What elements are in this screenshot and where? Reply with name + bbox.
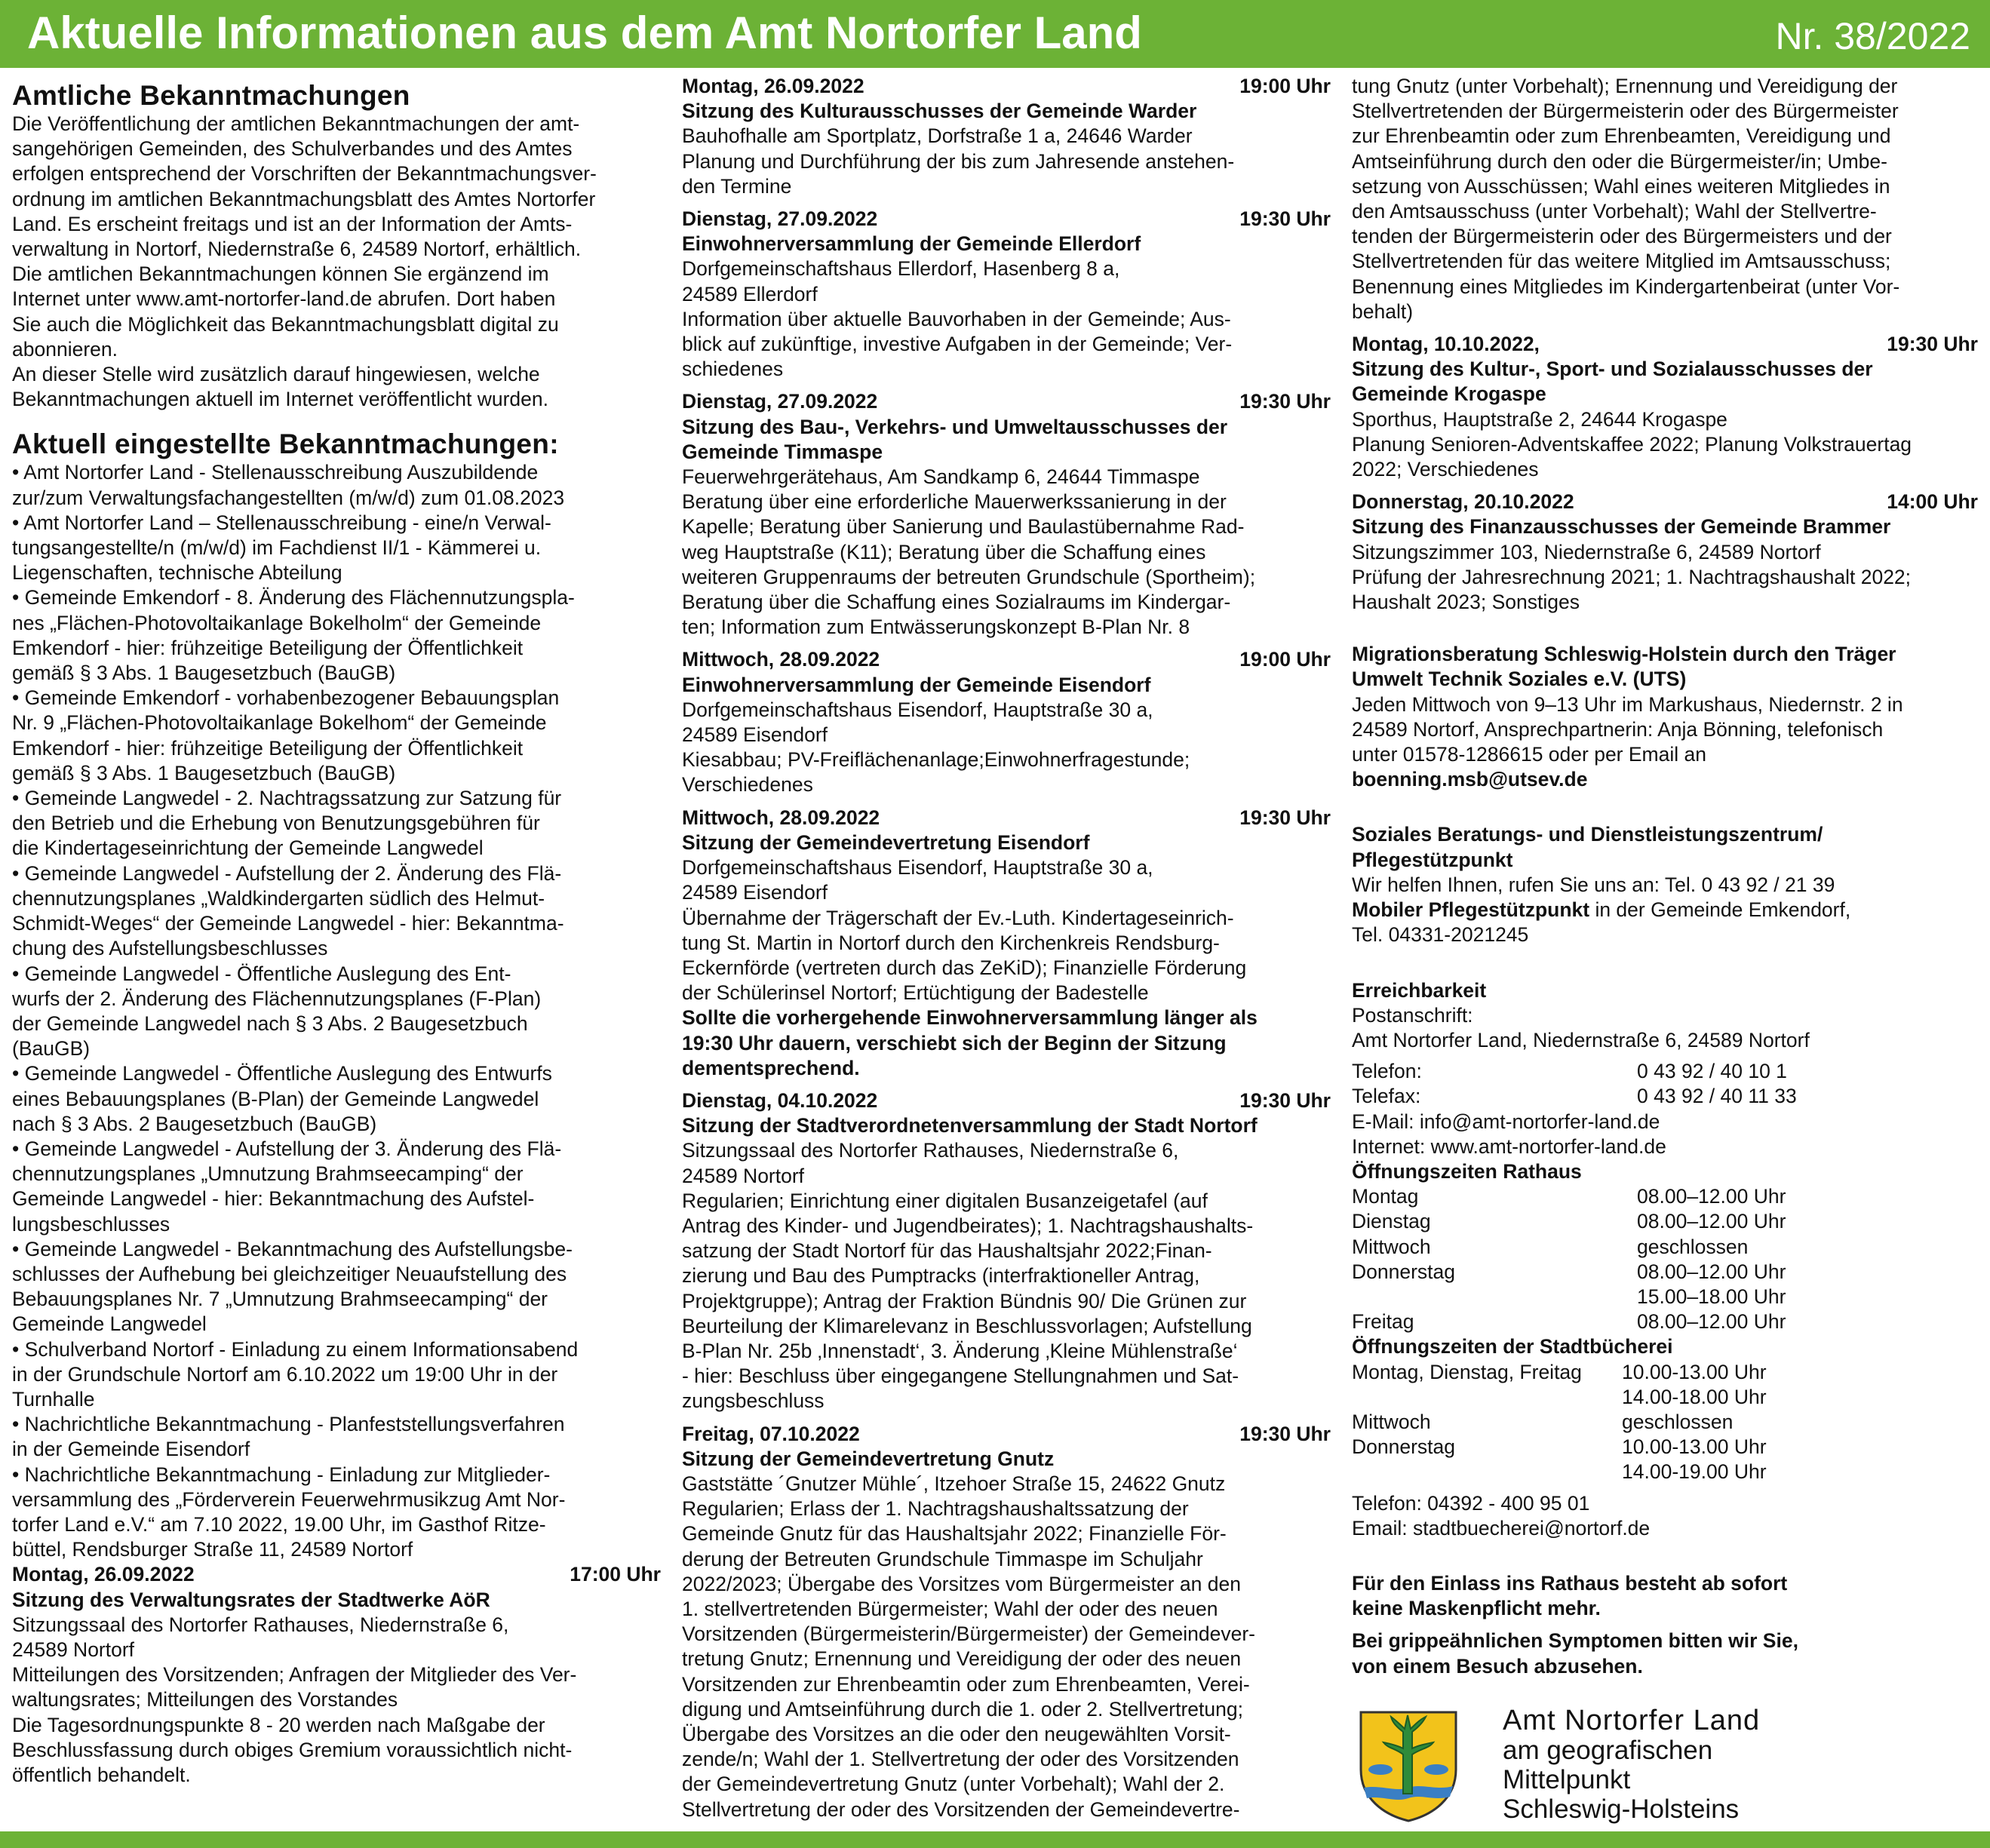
event-block <box>1352 332 1978 482</box>
soziales-title-line: Soziales Beratungs- und Dienstleistungszentrum/ <box>1352 823 1823 846</box>
event-line: 24589 Ellerdorf <box>682 282 818 305</box>
event-time: 19:30 Uhr <box>1239 1422 1331 1445</box>
event-line: der Schülerinsel Nortorf; Ertüchtigung der Badestelle <box>682 981 1149 1005</box>
event-line: Sporthus, Hauptstraße 2, 24644 Krogaspe <box>1352 407 1727 431</box>
event-line: tung St. Martin in Nortorf durch den Kirchenkreis Rendsburg- <box>682 931 1220 954</box>
rathaus-hours-title: Öffnungszeiten Rathaus <box>1352 1159 1582 1183</box>
event-line: blick auf zukünftige, investive Aufgaben in der Gemeinde; Ver- <box>682 333 1233 356</box>
event-line: Vorsitzenden (Bürgermeisterin/Bürgermeister) der Gemeindever- <box>682 1622 1255 1646</box>
event-line: schiedenes <box>682 358 784 381</box>
event-note: Sollte die vorhergehende Einwohnerversammlung länger als <box>682 1006 1258 1030</box>
soziales-line: Wir helfen Ihnen, rufen Sie uns an: Tel. 0 43 92 / 21 39 <box>1352 873 1835 896</box>
list-item <box>12 1137 661 1237</box>
list-item-line: • Gemeinde Langwedel - Öffentliche Auslegung des Ent- <box>12 962 511 985</box>
event-line: Projektgruppe); Antrag der Fraktion Bündnis 90/ Die Grünen zur <box>682 1289 1247 1312</box>
text-line: Internet unter www.amt-nortorfer-land.de abrufen. Dort haben <box>12 287 556 311</box>
text-line: erfolgen entsprechend der Vorschriften der Bekanntmachungsver- <box>12 162 597 186</box>
buecherei-tel: Telefon: 04392 - 400 95 01 <box>1352 1491 1590 1515</box>
event-block <box>1352 490 1978 615</box>
event-line: Eckernförde (vertreten durch das ZeKiD); Finanzielle Förderung <box>682 956 1247 979</box>
event-line: Beratung über die Schaffung eines Sozialraums im Kindergar- <box>682 591 1231 614</box>
row-label: Montag, Dienstag, Freitag <box>1352 1360 1582 1383</box>
list-item-line: • Amt Nortorfer Land - Stellenausschreibung Auszubildende <box>12 461 539 484</box>
list-item <box>12 1463 661 1563</box>
email-line[interactable]: E-Mail: info@amt-nortorfer-land.de <box>1352 1110 1660 1133</box>
event-line: Beschlussfassung durch obiges Gremium voraussichtlich nicht- <box>12 1738 573 1761</box>
list-item-line: den Betrieb und die Erhebung von Benutzungsgebühren für <box>12 812 540 835</box>
event-line: 24589 Nortorf <box>12 1638 135 1661</box>
list-item-line: Nr. 9 „Flächen-Photovoltaikanlage Bokelhom“ der Gemeinde <box>12 711 547 735</box>
list-item-line: in der Grundschule Nortorf am 6.10.2022 um 19:00 Uhr in der <box>12 1362 558 1386</box>
list-item-line: (BauGB) <box>12 1037 91 1061</box>
event-block <box>682 647 1331 797</box>
coat-of-arms-logo <box>1358 1709 1459 1822</box>
table-row <box>1352 1385 1978 1410</box>
event-date-row <box>682 74 1331 99</box>
row-label: Dienstag <box>1352 1210 1431 1233</box>
table-row <box>1352 1460 1978 1484</box>
table-row <box>1352 1360 1978 1385</box>
event-line: digung und Amtseinführung durch die 1. oder 2. Stellvertretung; <box>682 1697 1243 1721</box>
list-item <box>12 962 661 1062</box>
event-block <box>682 74 1331 199</box>
event-line: Feuerwehrgerätehaus, Am Sandkamp 6, 24644 Timmaspe <box>682 465 1200 489</box>
event-line: Gaststätte ´Gnutzer Mühle´, Itzehoer Straße 15, 24622 Gnutz <box>682 1472 1226 1495</box>
row-value: 08.00–12.00 Uhr <box>1637 1210 1786 1233</box>
text-line: abonnieren. <box>12 337 118 361</box>
table-row <box>1352 1209 1978 1234</box>
event-time: 19:00 Uhr <box>1239 75 1331 97</box>
list-item-line: nach § 3 Abs. 2 Baugesetzbuch (BauGB) <box>12 1112 377 1135</box>
event-line: tretung Gnutz; Ernennung und Vereidigung der oder des neuen <box>682 1647 1242 1671</box>
row-label <box>1352 1285 1637 1309</box>
event-line: Antrag des Kinder- und Jugendbeirates); 1. Nachtragshaushalts- <box>682 1214 1254 1237</box>
table-row <box>1352 1309 1978 1334</box>
event-line: Amtseinführung durch den oder die Bürgermeister/in; Umbe- <box>1352 149 1887 173</box>
list-item-line: • Gemeinde Langwedel - Aufstellung der 3. Änderung des Flä- <box>12 1137 562 1160</box>
event-note: dementsprechend. <box>682 1056 860 1079</box>
notice-line: Für den Einlass ins Rathaus besteht ab sofort <box>1352 1571 1788 1595</box>
event-time: 19:30 Uhr <box>1239 1088 1331 1112</box>
mask-notice <box>1352 1571 1978 1621</box>
event-line: 1. stellvertretenden Bürgermeister; Wahl der oder des neuen <box>682 1597 1218 1620</box>
list-item-line: die Kindertageseinrichtung der Gemeinde Langwedel <box>12 837 484 860</box>
list-item-line: Emkendorf - hier: frühzeitige Beteiligung der Öffentlichkeit <box>12 736 524 760</box>
event-line: derung der Betreuten Grundschule Timmaspe im Schuljahr <box>682 1547 1203 1570</box>
text-line: verwaltung in Nortorf, Niedernstraße 6, 24589 Nortorf, erhältlich. <box>12 238 582 261</box>
event-date: Mittwoch, 28.09.2022 <box>682 648 880 671</box>
event-line: Übergabe des Vorsitzes an die oder den neugewählten Vorsit- <box>682 1723 1231 1745</box>
list-item-line: chennutzungsplanes „Umnutzung Brahmseecamping“ der <box>12 1162 524 1186</box>
event-line: Übernahme der Trägerschaft der Ev.-Luth. Kindertageseinrich- <box>682 906 1234 929</box>
soziales-block <box>1352 822 1978 947</box>
row-label: Mittwoch <box>1352 1410 1431 1433</box>
event-continuation <box>1352 74 1978 324</box>
row-value: 10.00-13.00 Uhr <box>1622 1360 1767 1383</box>
row-value: 14.00-19.00 Uhr <box>1622 1460 1767 1484</box>
footer-bar <box>0 1831 1990 1848</box>
migration-title <box>1352 642 1978 692</box>
mobil-label: Mobiler Pflegestützpunkt <box>1352 898 1590 922</box>
event-time: 19:30 Uhr <box>1239 806 1331 829</box>
table-row <box>1352 1235 1978 1260</box>
erreichbarkeit-title: Erreichbarkeit <box>1352 978 1487 1002</box>
list-item-line: lungsbeschlusses <box>12 1212 170 1236</box>
event-line: Regularien; Einrichtung einer digitalen Busanzeigetafel (auf <box>682 1189 1208 1212</box>
event-line: Beurteilung der Klimarelevanz in Beschlussvorlagen; Aufstellung <box>682 1314 1252 1337</box>
event-line: Bauhofhalle am Sportplatz, Dorfstraße 1 a, 24646 Warder <box>682 124 1193 148</box>
list-item <box>12 1337 661 1413</box>
event-line: Sitzungssaal des Nortorfer Rathauses, Niedernstraße 6, <box>12 1613 509 1636</box>
list-item-line: Schmidt-Weges“ der Gemeinde Langwedel - hier: Bekanntma- <box>12 912 564 935</box>
event-line: Vorsitzenden zur Ehrenbeamtin oder zum Ehrenbeamten, Verei- <box>682 1672 1250 1696</box>
postanschrift-label: Postanschrift: <box>1352 1003 1473 1027</box>
event-line: 24589 Eisendorf <box>682 881 828 904</box>
event-line: Mitteilungen des Vorsitzenden; Anfragen der Mitglieder des Ver- <box>12 1663 577 1687</box>
migration-email[interactable]: boenning.msb@utsev.de <box>1352 768 1588 791</box>
event-time: 17:00 Uhr <box>570 1563 661 1586</box>
row-label: Montag <box>1352 1185 1419 1208</box>
list-item-line: schlusses der Aufhebung bei gleichzeitiger Neuaufstellung des <box>12 1262 567 1285</box>
event-line: den Termine <box>682 174 792 198</box>
contact-table <box>1352 1059 1978 1109</box>
list-item-line: gemäß § 3 Abs. 1 Baugesetzbuch (BauGB) <box>12 761 396 784</box>
list-item <box>12 1412 661 1462</box>
event-line: Planung Senioren-Adventskaffee 2022; Planung Volkstrauertag <box>1352 432 1912 456</box>
list-item-line: • Gemeinde Emkendorf - vorhabenbezogener Bebauungsplan <box>12 686 560 710</box>
event-date: Montag, 10.10.2022, <box>1352 333 1540 356</box>
list-item-line: • Gemeinde Emkendorf - 8. Änderung des Flächennutzungspla- <box>12 586 575 609</box>
row-label: Donnerstag <box>1352 1435 1456 1459</box>
event-date-row <box>1352 332 1978 357</box>
event-time: 19:30 Uhr <box>1239 390 1331 413</box>
list-item-line: Gemeinde Langwedel <box>12 1312 207 1336</box>
text-line: sangehörigen Gemeinden, des Schulverbandes und des Amtes <box>12 137 573 161</box>
row-value: 0 43 92 / 40 11 33 <box>1637 1085 1797 1108</box>
issue-number: Nr. 38/2022 <box>1775 15 1970 57</box>
event-line: 2022/2023; Übergabe des Vorsitzes vom Bürgermeister an den <box>682 1572 1241 1595</box>
postanschrift: Amt Nortorfer Land, Niedernstraße 6, 24589 Nortorf <box>1352 1028 1810 1051</box>
list-item <box>12 1061 661 1137</box>
event-line: zende/n; Wahl der 1. Stellvertretung der oder des Vorsitzenden <box>682 1748 1239 1771</box>
event-line: Kapelle; Beratung über Sanierung und Baulastübernahme Rad- <box>682 515 1245 539</box>
list-item-line: büttel, Rendsburger Straße 11, 24589 Nortorf <box>12 1538 413 1561</box>
list-item-line: • Gemeinde Langwedel - 2. Nachtragssatzung zur Satzung für <box>12 787 562 810</box>
list-item-line: versammlung des „Förderverein Feuerwehrmusikzug Amt Nor- <box>12 1487 566 1511</box>
list-item-line: chung des Aufstellungsbeschlusses <box>12 937 328 960</box>
migration-line: Jeden Mittwoch von 9–13 Uhr im Markushaus, Niedernstr. 2 in <box>1352 692 1903 716</box>
event-line: Kiesabbau; PV-Freiflächenanlage;Einwohnerfragestunde; <box>682 748 1190 772</box>
event-title: Sitzung der Stadtverordnetenversammlung der Stadt Nortorf <box>682 1114 1258 1137</box>
event-note: 19:30 Uhr dauern, verschiebt sich der Beginn der Sitzung <box>682 1031 1227 1054</box>
row-value: 08.00–12.00 Uhr <box>1637 1185 1786 1208</box>
table-row <box>1352 1410 1978 1435</box>
list-item <box>12 511 661 586</box>
list-item <box>12 585 661 686</box>
event-date: Dienstag, 27.09.2022 <box>682 207 878 231</box>
row-value: geschlossen <box>1622 1410 1734 1433</box>
row-value: geschlossen <box>1637 1235 1749 1258</box>
event-block <box>682 207 1331 382</box>
row-value: 15.00–18.00 Uhr <box>1637 1285 1786 1308</box>
event-line: 2022; Verschiedenes <box>1352 458 1539 481</box>
list-item-line: Gemeinde Langwedel - hier: Bekanntmachung des Aufstel- <box>12 1187 535 1211</box>
column-left <box>12 74 661 1795</box>
logo-line-2: am geografischen <box>1503 1736 1713 1765</box>
event-date-row <box>682 647 1331 672</box>
event-line: zierung und Bau des Pumptracks (interfraktioneller Antrag, <box>682 1264 1200 1288</box>
row-value: 0 43 92 / 40 10 1 <box>1637 1060 1787 1083</box>
row-label: Freitag <box>1352 1310 1414 1334</box>
list-item-line: zur/zum Verwaltungsfachangestellten (m/w/d) zum 01.08.2023 <box>12 486 565 509</box>
row-label: Mittwoch <box>1352 1235 1431 1258</box>
row-label <box>1352 1460 1622 1484</box>
event-date: Dienstag, 04.10.2022 <box>682 1088 878 1112</box>
event-block <box>12 1562 661 1788</box>
list-item-line: • Amt Nortorfer Land – Stellenausschreibung - eine/n Verwal- <box>12 511 551 534</box>
list-item-line: Bebauungsplanes Nr. 7 „Umnutzung Brahmseecamping“ der <box>12 1288 548 1311</box>
internet-line[interactable]: Internet: www.amt-nortorfer-land.de <box>1352 1134 1666 1158</box>
migration-title-line: Migrationsberatung Schleswig-Holstein durch den Träger <box>1352 643 1896 666</box>
event-line: der Gemeindevertretung Gnutz (unter Vorbehalt); Wahl der 2. <box>682 1773 1225 1796</box>
row-label: Donnerstag <box>1352 1260 1456 1283</box>
text-line: Bekanntmachungen aktuell im Internet veröffentlicht wurden. <box>12 388 549 411</box>
table-row <box>1352 1260 1978 1285</box>
list-item-line: der Gemeinde Langwedel nach § 3 Abs. 2 Baugesetzbuch <box>12 1011 528 1035</box>
event-title: Sitzung des Kulturausschusses der Gemeinde Warder <box>682 100 1197 123</box>
event-line: Dorfgemeinschaftshaus Eisendorf, Hauptstraße 30 a, <box>682 698 1153 721</box>
row-value: 10.00-13.00 Uhr <box>1622 1435 1767 1459</box>
event-line: tenden der Bürgermeisterin oder des Bürgermeisters und der <box>1352 225 1892 248</box>
event-title: Einwohnerversammlung der Gemeinde Eisendorf <box>682 673 1151 696</box>
event-line: Prüfung der Jahresrechnung 2021; 1. Nachtragshaushalt 2022; <box>1352 565 1912 588</box>
migration-block <box>1352 642 1978 792</box>
table-row <box>1352 1084 1978 1109</box>
amtliche-heading: Amtliche Bekanntmachungen <box>12 80 410 111</box>
events-list-right <box>1352 332 1978 615</box>
buecherei-hours-title: Öffnungszeiten der Stadtbücherei <box>1352 1335 1673 1358</box>
text-line: Die amtlichen Bekanntmachungen können Sie ergänzend im <box>12 262 549 286</box>
event-date: Mittwoch, 28.09.2022 <box>682 806 880 829</box>
event-date: Dienstag, 27.09.2022 <box>682 390 878 413</box>
soziales-title-line: Pflegestützpunkt <box>1352 848 1513 871</box>
event-line: weiteren Gruppenraums der betreuten Grundschule (Sportheim); <box>682 565 1256 588</box>
event-title: Gemeinde Timmaspe <box>682 440 883 463</box>
row-label: Telefax: <box>1352 1085 1421 1108</box>
event-date-row <box>682 1088 1331 1113</box>
event-date-row <box>682 389 1331 414</box>
event-date: Montag, 26.09.2022 <box>682 75 864 97</box>
column-right <box>1352 74 1978 1679</box>
row-label <box>1352 1385 1622 1410</box>
event-line: Planung und Durchführung der bis zum Jahresende anstehen- <box>682 149 1235 173</box>
list-item-line: • Nachrichtliche Bekanntmachung - Planfeststellungsverfahren <box>12 1413 565 1436</box>
text-line: ordnung im amtlichen Bekanntmachungsblatt des Amtes Nortorfer <box>12 187 596 210</box>
mobil-text: in der Gemeinde Emkendorf, <box>1589 898 1851 922</box>
list-item-line: • Gemeinde Langwedel - Bekanntmachung des Aufstellungsbe- <box>12 1237 573 1260</box>
event-line: Die Tagesordnungspunkte 8 - 20 werden nach Maßgabe der <box>12 1713 545 1736</box>
event-line: Information über aktuelle Bauvorhaben in der Gemeinde; Aus- <box>682 307 1231 330</box>
list-item-line: • Schulverband Nortorf - Einladung zu einem Informationsabend <box>12 1337 579 1361</box>
event-time: 14:00 Uhr <box>1887 490 1978 514</box>
event-line: Benennung eines Mitgliedes im Kindergartenbeirat (unter Vor- <box>1352 275 1900 298</box>
event-title: Sitzung des Kultur-, Sport- und Sozialausschusses der <box>1352 358 1873 381</box>
list-item-line: in der Gemeinde Eisendorf <box>12 1438 250 1461</box>
rathaus-hours <box>1352 1184 1978 1334</box>
event-line: Sitzungssaal des Nortorfer Rathauses, Niedernstraße 6, <box>682 1139 1179 1162</box>
event-line: - hier: Beschluss über eingegangene Stellungnahmen und Sat- <box>682 1365 1239 1388</box>
event-date-row <box>682 1422 1331 1447</box>
event-block <box>682 1422 1331 1822</box>
migration-line: unter 01578-1286615 oder per Email an <box>1352 743 1706 766</box>
event-line: satzung der Stadt Nortorf für das Haushaltsjahr 2022;Finan- <box>682 1239 1212 1263</box>
erreichbarkeit-block <box>1352 978 1978 1541</box>
migration-text <box>1352 692 1978 768</box>
event-line: Beratung über eine erforderliche Mauerwerkssanierung in der <box>682 490 1227 514</box>
list-item-line: Liegenschaften, technische Abteilung <box>12 561 342 585</box>
event-title: Sitzung der Gemeindevertretung Eisendorf <box>682 830 1090 854</box>
list-item-line: Turnhalle <box>12 1387 95 1411</box>
list-item-line: torfer Land e.V.“ am 7.10 2022, 19.00 Uhr, im Gasthof Ritze- <box>12 1512 546 1536</box>
list-item-line: nes „Flächen-Photovoltaikanlage Bokelholm“ der Gemeinde <box>12 611 542 634</box>
column-middle <box>682 74 1331 1830</box>
event-line: Verschiedenes <box>682 773 813 797</box>
list-item <box>12 1237 661 1337</box>
header-banner <box>0 0 1990 68</box>
event-line: waltungsrates; Mitteilungen des Vorstandes <box>12 1688 398 1711</box>
event-line: Stellvertretenden für das weitere Mitglied im Amtsausschuss; <box>1352 250 1891 273</box>
text-line: Die Veröffentlichung der amtlichen Bekanntmachungen der amt- <box>12 112 580 135</box>
list-item <box>12 861 661 962</box>
event-line: B-Plan Nr. 25b ‚Innenstadt‘, 3. Änderung ‚Kleine Mühlenstraße‘ <box>682 1339 1238 1362</box>
list-item-line: gemäß § 3 Abs. 1 Baugesetzbuch (BauGB) <box>12 662 396 685</box>
page-title: Aktuelle Informationen aus dem Amt Nortorfer Land <box>27 8 1142 58</box>
notice-line: von einem Besuch abzusehen. <box>1352 1654 1643 1678</box>
list-item-line: • Gemeinde Langwedel - Öffentliche Auslegung des Entwurfs <box>12 1062 552 1085</box>
event-date-row <box>682 207 1331 232</box>
row-value: 08.00–12.00 Uhr <box>1637 1310 1786 1334</box>
event-time: 19:30 Uhr <box>1239 207 1331 231</box>
event-line: den Amtsausschuss (unter Vorbehalt); Wahl der Stellvertre- <box>1352 200 1877 223</box>
bekanntmachungen-list <box>12 460 661 1562</box>
event-date-row <box>682 806 1331 830</box>
buecherei-hours <box>1352 1360 1978 1485</box>
logo-line-1: Amt Nortorfer Land <box>1503 1705 1761 1736</box>
migration-line: 24589 Nortorf, Ansprechpartnerin: Anja Bönning, telefonisch <box>1352 717 1884 741</box>
logo-line-3: Mittelpunkt <box>1503 1765 1631 1794</box>
row-value: 08.00–12.00 Uhr <box>1637 1260 1786 1283</box>
event-block <box>682 389 1331 640</box>
event-title: Sitzung der Gemeindevertretung Gnutz <box>682 1447 1055 1470</box>
event-date: Donnerstag, 20.10.2022 <box>1352 490 1574 514</box>
event-block <box>682 1088 1331 1414</box>
event-line: öffentlich behandelt. <box>12 1764 191 1786</box>
event-line: setzung von Ausschüssen; Wahl eines weiteren Mitgliedes in <box>1352 174 1890 198</box>
soziales-title <box>1352 822 1978 872</box>
list-item-line: Emkendorf - hier: frühzeitige Beteiligung der Öffentlichkeit <box>12 636 524 659</box>
list-item-line: • Gemeinde Langwedel - Aufstellung der 2. Änderung des Flä- <box>12 861 562 885</box>
notice-line: Bei grippeähnlichen Symptomen bitten wir Sie, <box>1352 1629 1798 1653</box>
logo-text <box>1503 1706 1760 1824</box>
event-title: Sitzung des Bau-, Verkehrs- und Umweltausschusses der <box>682 415 1228 438</box>
notice-line: keine Maskenpflicht mehr. <box>1352 1597 1601 1620</box>
list-item-line: tungsangestellte/n (m/w/d) im Fachdienst II/1 - Kämmerei u. <box>12 536 542 560</box>
event-date: Freitag, 07.10.2022 <box>682 1422 860 1445</box>
event-line: zur Ehrenbeamtin oder zum Ehrenbeamten, Vereidigung und <box>1352 124 1891 148</box>
event-title: Sitzung des Verwaltungsrates der Stadtwerke AöR <box>12 1588 490 1611</box>
event-line: Dorfgemeinschaftshaus Eisendorf, Hauptstraße 30 a, <box>682 856 1153 879</box>
event-line: weg Hauptstraße (K11); Beratung über die Schaffung eines <box>682 540 1206 563</box>
list-item <box>12 786 661 861</box>
event-line: 24589 Eisendorf <box>682 723 828 747</box>
event-title: Sitzung des Finanzausschusses der Gemeinde Brammer <box>1352 515 1891 539</box>
event-time: 19:00 Uhr <box>1239 648 1331 671</box>
event-date-row <box>12 1562 661 1587</box>
table-row <box>1352 1285 1978 1309</box>
event-line: Gemeinde Gnutz für das Haushaltsjahr 2022; Finanzielle För- <box>682 1522 1227 1546</box>
event-line: Stellvertretenden der Bürgermeisterin oder des Bürgermeister <box>1352 100 1899 123</box>
event-line: Sitzungszimmer 103, Niedernstraße 6, 24589 Nortorf <box>1352 540 1821 563</box>
list-item-line: eines Bebauungsplanes (B-Plan) der Gemeinde Langwedel <box>12 1087 539 1110</box>
events-list <box>682 74 1331 1822</box>
event-line: Stellvertretung der oder des Vorsitzenden der Gemeindevertre- <box>682 1797 1240 1821</box>
event-title: Einwohnerversammlung der Gemeinde Ellerdorf <box>682 232 1141 256</box>
event-line: 24589 Nortorf <box>682 1164 805 1187</box>
event-date-row <box>1352 490 1978 514</box>
text-line: Land. Es erscheint freitags und ist an der Information der Amts- <box>12 212 573 235</box>
migration-title-line: Umwelt Technik Soziales e.V. (UTS) <box>1352 668 1687 691</box>
table-row <box>1352 1184 1978 1209</box>
soziales-mobil <box>1352 898 1978 922</box>
event-time: 19:30 Uhr <box>1887 333 1978 356</box>
list-item-line: chennutzungsplanes „Waldkindergarten südlich des Helmut- <box>12 886 545 910</box>
event-line: zungsbeschluss <box>682 1389 825 1413</box>
amtliche-text <box>12 112 661 412</box>
event-details <box>12 1613 661 1788</box>
row-label: Telefon: <box>1352 1060 1422 1083</box>
text-line: An dieser Stelle wird zusätzlich darauf hingewiesen, welche <box>12 363 540 386</box>
soziales-tel: Tel. 04331-2021245 <box>1352 923 1529 947</box>
symptom-notice <box>1352 1629 1978 1678</box>
row-value: 14.00-18.00 Uhr <box>1622 1385 1767 1408</box>
list-item <box>12 686 661 786</box>
event-block <box>682 806 1331 1081</box>
list-item <box>12 460 661 510</box>
event-title: Gemeinde Krogaspe <box>1352 382 1546 406</box>
event-date: Montag, 26.09.2022 <box>12 1563 195 1586</box>
event-line: ten; Information zum Entwässerungskonzept B-Plan Nr. 8 <box>682 615 1190 639</box>
table-row <box>1352 1435 1978 1460</box>
text-line: Sie auch die Möglichkeit das Bekanntmachungsblatt digital zu <box>12 312 559 336</box>
event-line: Haushalt 2023; Sonstiges <box>1352 591 1580 614</box>
logo-line-4: Schleswig-Holsteins <box>1503 1794 1740 1824</box>
aktuell-heading: Aktuell eingestellte Bekanntmachungen: <box>12 428 559 460</box>
event-line: Regularien; Erlass der 1. Nachtragshaushaltssatzung der <box>682 1497 1189 1521</box>
event-line: Dorfgemeinschaftshaus Ellerdorf, Hasenberg 8 a, <box>682 257 1120 281</box>
table-row <box>1352 1059 1978 1084</box>
buecherei-email[interactable]: Email: stadtbuecherei@nortorf.de <box>1352 1516 1651 1539</box>
event-line: behalt) <box>1352 299 1414 323</box>
event-line: tung Gnutz (unter Vorbehalt); Ernennung und Vereidigung der <box>1352 75 1898 97</box>
list-item-line: wurfs der 2. Änderung des Flächennutzungsplanes (F-Plan) <box>12 987 542 1010</box>
list-item-line: • Nachrichtliche Bekanntmachung - Einladung zur Mitglieder- <box>12 1463 551 1486</box>
